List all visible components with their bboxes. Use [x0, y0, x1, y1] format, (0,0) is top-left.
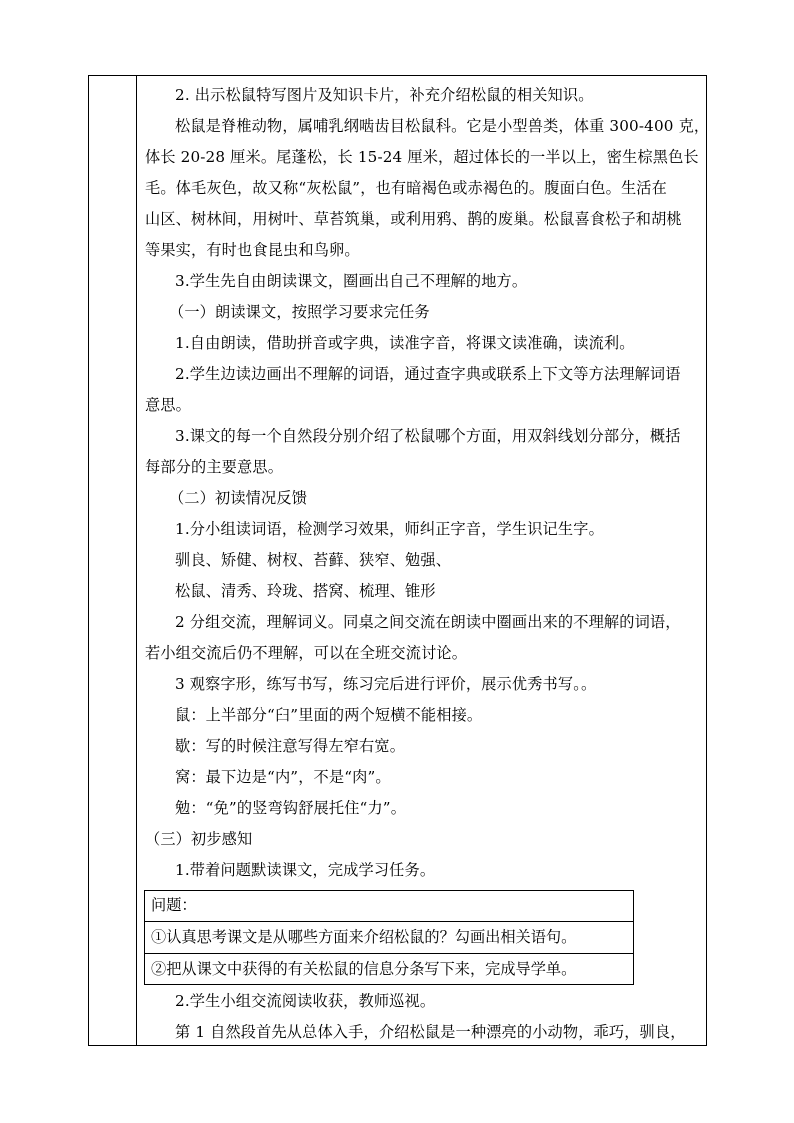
vocab-line: 驯良、矫健、树杈、苔藓、狭窄、勉强、	[175, 551, 452, 569]
question-row	[145, 921, 633, 954]
text-line: 歇：写的时候注意写得左窄右宽。	[175, 737, 406, 755]
text-line: 第 1 自然段首先从总体入手，介绍松鼠是一种漂亮的小动物，乖巧，驯良，	[175, 1023, 686, 1041]
text-line: 意思。	[145, 396, 192, 414]
question-row	[145, 953, 633, 985]
text-line: 勉：“免”的竖弯钩舒展托住“力”。	[175, 799, 407, 817]
text-line: 3.学生先自由朗读课文，圈画出自己不理解的地方。	[175, 272, 528, 290]
text-line: 每部分的主要意思。	[145, 458, 284, 476]
text-line: 鼠：上半部分“臼”里面的两个短横不能相接。	[175, 706, 483, 724]
text-line: 3.课文的每一个自然段分别介绍了松鼠哪个方面，用双斜线划分部分，概括	[175, 427, 681, 445]
question-item: ①认真思考课文是从哪些方面来介绍松鼠的？勾画出相关语句。	[151, 928, 577, 946]
text-line: 等果实，有时也食昆虫和鸟卵。	[145, 241, 360, 259]
question-item: ②把从课文中获得的有关松鼠的信息分条写下来，完成导学单。	[151, 960, 577, 978]
question-box	[144, 890, 634, 985]
text-line: 2 分组交流，理解词义。同桌之间交流在朗读中圈画出来的不理解的词语，	[175, 613, 681, 631]
text-line: 山区、树林间，用树叶、草苔筑巢，或利用鸦、鹊的废巢。松鼠喜食松子和胡桃	[145, 210, 682, 228]
text-line: 2.学生边读边画出不理解的词语，通过查字典或联系上下文等方法理解词语	[175, 365, 681, 383]
text-line: 1.自由朗读，借助拼音或字典，读准字音，将课文读准确，读流利。	[175, 334, 635, 352]
text-line: 毛。体毛灰色，故又称“灰松鼠”，也有暗褐色或赤褐色的。腹面白色。生活在	[145, 179, 667, 197]
vocab-line: 松鼠、清秀、玲珑、搭窝、梳理、锥形	[175, 582, 436, 600]
section-heading: （三）初步感知	[145, 830, 253, 848]
text-line: 2. 出示松鼠特写图片及知识卡片，补充介绍松鼠的相关知识。	[175, 86, 594, 104]
column-divider	[136, 76, 137, 1045]
lesson-table	[88, 75, 710, 1046]
text-line: 3 观察字形，练写书写，练习完后进行评价，展示优秀书写。。	[175, 675, 597, 693]
text-line: 1.分小组读词语，检测学习效果，师纠正字音，学生识记生字。	[175, 520, 604, 538]
section-heading: （二）初读情况反馈	[169, 489, 308, 507]
text-line: 若小组交流后仍不理解，可以在全班交流讨论。	[145, 644, 468, 662]
text-line: 1.带着问题默读课文，完成学习任务。	[175, 861, 436, 879]
section-heading: （一）朗读课文，按照学习要求完任务	[169, 303, 430, 321]
text-line: 窝：最下边是“内”，不是“肉”。	[175, 768, 391, 786]
text-line: 松鼠是脊椎动物，属哺乳纲啮齿目松鼠科。它是小型兽类，体重 300-400 克，	[175, 117, 710, 135]
text-line: 体长 20-28 厘米。尾蓬松，长 15-24 厘米，超过体长的一半以上，密生棕黑色长	[145, 148, 699, 166]
question-header: 问题：	[151, 896, 197, 914]
text-line: 2.学生小组交流阅读收获，教师巡视。	[175, 992, 436, 1010]
